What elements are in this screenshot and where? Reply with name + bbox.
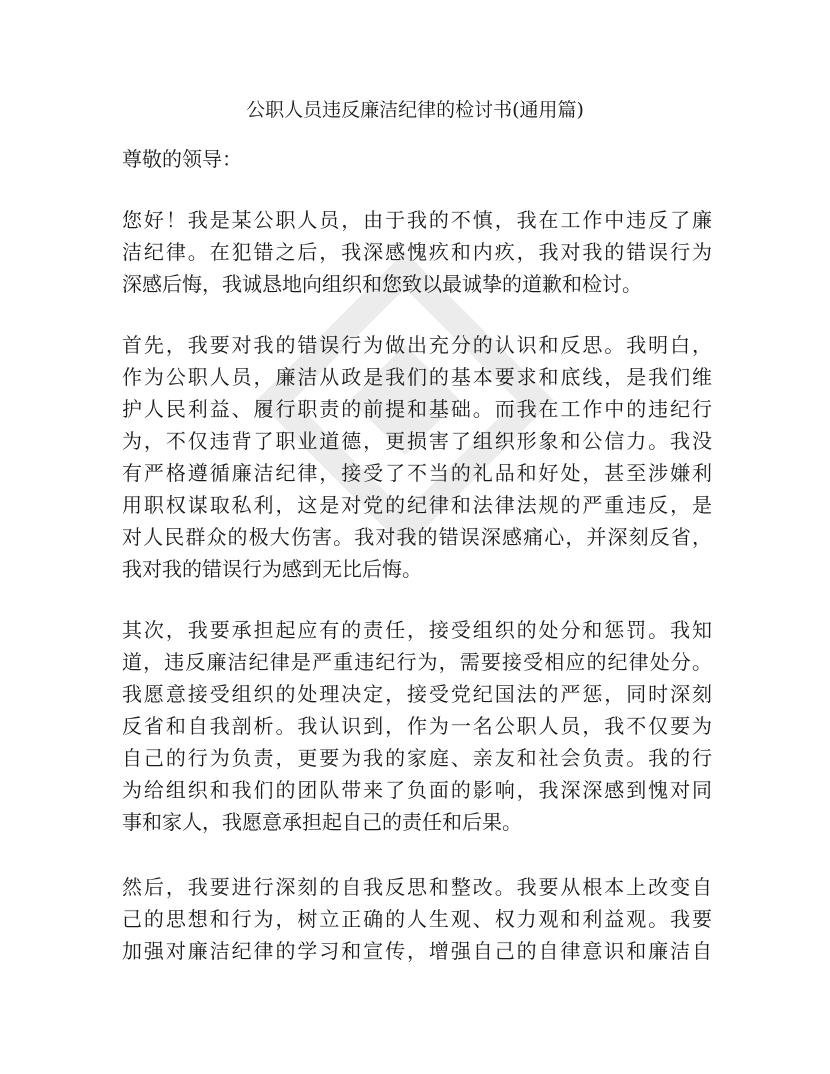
paragraph-line: 对人民群众的极大伤害。我对我的错误深感痛心，并深刻反省，	[122, 525, 712, 549]
paragraph-line: 道，违反廉洁纪律是严重违纪行为，需要接受相应的纪律处分。	[122, 650, 712, 674]
paragraph-greeting	[122, 204, 712, 300]
document-title: 公职人员违反廉洁纪律的检讨书(通用篇)	[246, 99, 584, 121]
paragraph-line: 我对我的错误行为感到无比后悔。	[122, 557, 422, 581]
paragraph-line: 有严格遵循廉洁纪律，接受了不当的礼品和好处，甚至涉嫌利	[122, 461, 712, 485]
paragraph-second	[122, 614, 712, 838]
paragraph-line: 为，不仅违背了职业道德，更损害了组织形象和公信力。我没	[122, 429, 712, 453]
paragraph-line: 我愿意接受组织的处理决定，接受党纪国法的严惩，同时深刻	[122, 682, 712, 706]
paragraph-line: 自己的行为负责，更要为我的家庭、亲友和社会负责。我的行	[122, 746, 712, 770]
paragraph-line: 为给组织和我们的团队带来了负面的影响，我深深感到愧对同	[122, 778, 712, 802]
paragraph-line: 事和家人，我愿意承担起自己的责任和后果。	[122, 810, 522, 834]
paragraph-line: 护人民利益、履行职责的前提和基础。而我在工作中的违纪行	[122, 397, 712, 421]
paragraph-third	[122, 871, 712, 967]
salutation: 尊敬的领导：	[122, 147, 242, 171]
paragraph-first	[122, 329, 712, 585]
paragraph-line: 首先，我要对我的错误行为做出充分的认识和反思。我明白，	[122, 333, 712, 357]
paragraph-line: 用职权谋取私利，这是对党的纪律和法律法规的严重违反，是	[122, 493, 712, 517]
paragraph-line: 深感后悔，我诚恳地向组织和您致以最诚挚的道歉和检讨。	[122, 272, 642, 296]
paragraph-line: 作为公职人员，廉洁从政是我们的基本要求和底线，是我们维	[122, 365, 712, 389]
paragraph-line: 您好！我是某公职人员，由于我的不慎，我在工作中违反了廉	[122, 208, 712, 232]
paragraph-line: 其次，我要承担起应有的责任，接受组织的处分和惩罚。我知	[122, 618, 712, 642]
paragraph-line: 洁纪律。在犯错之后，我深感愧疚和内疚，我对我的错误行为	[122, 240, 712, 264]
paragraph-line: 然后，我要进行深刻的自我反思和整改。我要从根本上改变自	[122, 875, 712, 899]
paragraph-line: 加强对廉洁纪律的学习和宣传，增强自己的自律意识和廉洁自	[122, 939, 712, 963]
paragraph-line: 己的思想和行为，树立正确的人生观、权力观和利益观。我要	[122, 907, 712, 931]
paragraph-line: 反省和自我剖析。我认识到，作为一名公职人员，我不仅要为	[122, 714, 712, 738]
